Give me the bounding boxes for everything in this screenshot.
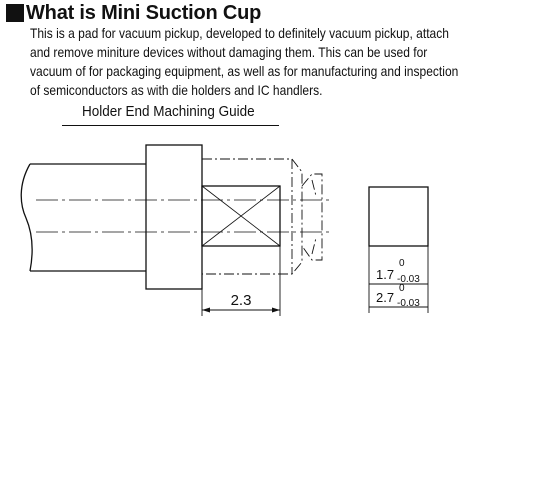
guide-title-underline [62,125,279,126]
dim-1-7-upper-tol: 0 [399,258,405,269]
dimension-2-7 [376,283,420,309]
description-line: and remove miniture devices without damaging them. This can be used for [30,44,428,60]
length-dimension-label: 2.3 [230,292,252,309]
dim-2-7-lower-tol: -0.03 [397,298,420,309]
phantom-cup-outline [202,159,322,274]
holder-drawing [0,130,542,330]
holder-collar [146,145,202,289]
description-line: vacuum of for packaging equipment, as well as for manufacturing and inspection [30,63,459,79]
dim-2-7-value: 2.7 [376,290,395,305]
section-title: What is Mini Suction Cup [26,2,262,24]
dim-2-7-upper-tol: 0 [399,283,405,294]
holder-shaft [21,164,146,271]
description-paragraph [30,24,529,100]
guide-title: Holder End Machining Guide [82,103,255,120]
end-view-square [369,187,428,246]
machined-end [202,186,280,246]
dim-1-7-value: 1.7 [376,267,395,282]
center-lines [36,200,332,232]
description-line: This is a pad for vacuum pickup, developed to definitely vacuum pickup, attach [30,25,449,41]
dimension-1-7 [376,258,420,285]
dim-1-7-lower-tol: -0.03 [397,274,420,285]
black-square-icon [6,4,24,22]
section-header [6,2,261,24]
description-line: of semiconductors as with die holders and IC handlers. [30,82,323,98]
